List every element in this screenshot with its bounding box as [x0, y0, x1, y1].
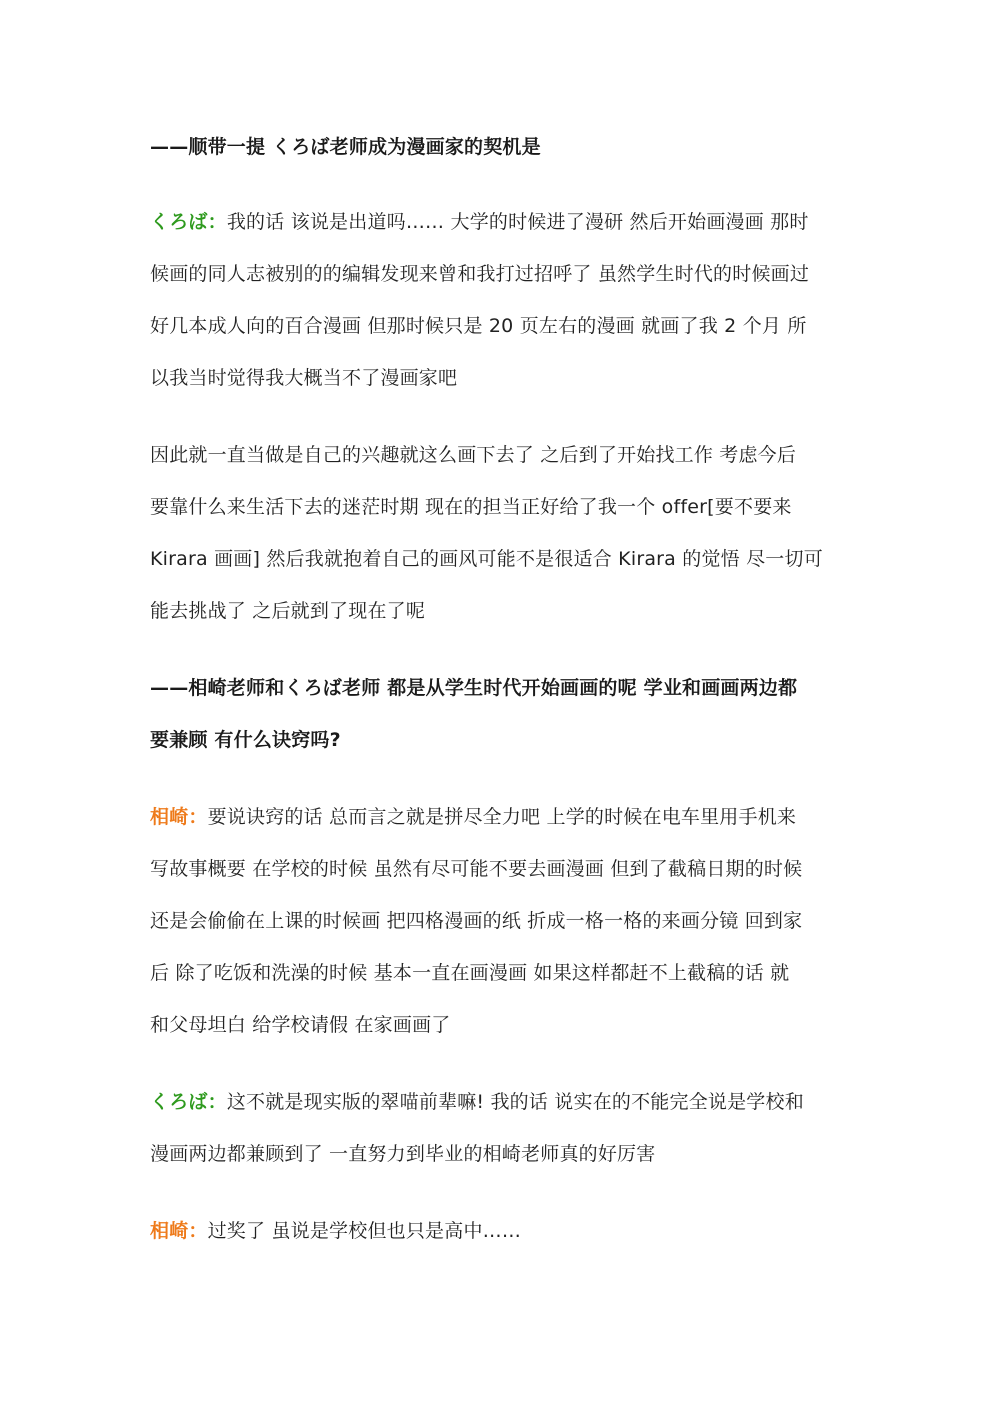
answer-1-line-1: くろば：我的话 该说是出道吗…… 大学的时候进了漫研 然后开始画漫画 那时 [150, 211, 809, 233]
question-2-line-1: ——相崎老师和くろば老师 都是从学生时代开始画画的呢 学业和画画两边都 [150, 677, 798, 699]
answer-2-line-4: 能去挑战了 之后就到了现在了呢 [150, 600, 426, 622]
answer-2-line-1: 因此就一直当做是自己的兴趣就这么画下去了 之后到了开始找工作 考虑今后 [150, 444, 797, 466]
speaker-kuroba: くろば： [150, 211, 227, 233]
speaker-aizaki: 相崎： [150, 1220, 208, 1242]
speaker-kuroba: くろば： [150, 1091, 227, 1113]
answer-3-line-4: 后 除了吃饭和洗澡的时候 基本一直在画漫画 如果这样都赶不上截稿的话 就 [150, 962, 790, 984]
question-1-line-1: ——顺带一提 くろば老师成为漫画家的契机是 [150, 136, 541, 158]
answer-3-line-2: 写故事概要 在学校的时候 虽然有尽可能不要去画漫画 但到了截稿日期的时候 [150, 858, 803, 880]
speaker-aizaki: 相崎： [150, 806, 208, 828]
answer-1-line-2: 候画的同人志被别的的编辑发现来曾和我打过招呼了 虽然学生时代的时候画过 [150, 263, 810, 285]
answer-5-line-1: 相崎：过奖了 虽说是学校但也只是高中…… [150, 1220, 522, 1242]
answer-1-line-4: 以我当时觉得我大概当不了漫画家吧 [150, 367, 458, 389]
answer-4-line-1: くろば：这不就是现实版的翠喵前辈嘛! 我的话 说实在的不能完全说是学校和 [150, 1091, 804, 1113]
answer-3-line-1: 相崎：要说诀窍的话 总而言之就是拼尽全力吧 上学的时候在电车里用手机来 [150, 806, 797, 828]
answer-3-line-3: 还是会偷偷在上课的时候画 把四格漫画的纸 折成一格一格的来画分镜 回到家 [150, 910, 803, 932]
answer-3-line-5: 和父母坦白 给学校请假 在家画画了 [150, 1014, 451, 1036]
answer-1-line-3: 好几本成人向的百合漫画 但那时候只是 20 页左右的漫画 就画了我 2 个月 所 [150, 315, 807, 337]
answer-2-line-2: 要靠什么来生活下去的迷茫时期 现在的担当正好给了我一个 offer[要不要来 [150, 496, 792, 518]
answer-2-line-3: Kirara 画画] 然后我就抱着自己的画风可能不是很适合 Kirara 的觉悟 尽一切可 [150, 548, 823, 570]
question-2-line-2: 要兼顾 有什么诀窍吗? [150, 729, 341, 751]
answer-4-line-2: 漫画两边都兼顾到了 一直努力到毕业的相崎老师真的好厉害 [150, 1143, 656, 1165]
